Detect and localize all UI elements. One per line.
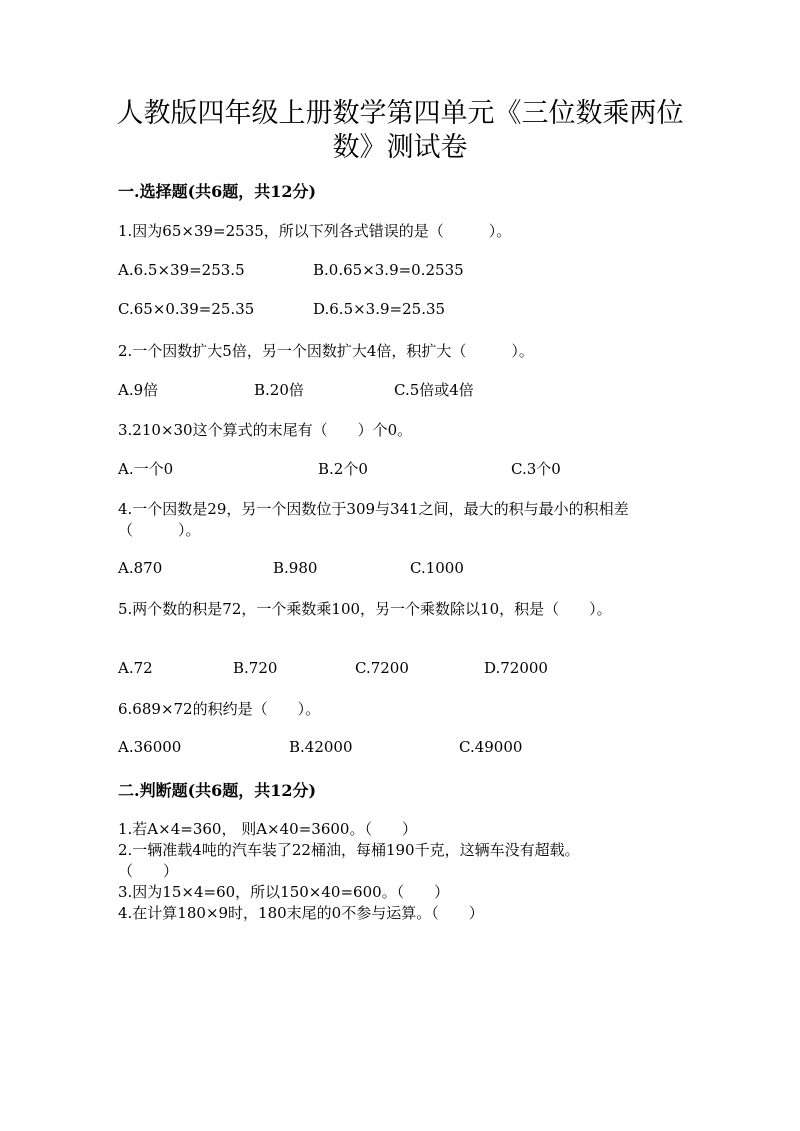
question-4-option-b: B.980: [273, 559, 318, 577]
question-2-option-b: B.20倍: [254, 381, 304, 399]
question-2-option-a: A.9倍: [118, 381, 159, 399]
title-line-2: 数》测试卷: [332, 132, 468, 163]
true-false-item-2-line-2: （ ）: [118, 862, 179, 880]
question-6-stem: 6.689×72的积约是（ ）。: [118, 700, 321, 718]
question-5-stem: 5.两个数的积是72，一个乘数乘100，另一个乘数除以10，积是（ ）。: [118, 600, 612, 618]
question-4-option-a: A.870: [118, 559, 163, 577]
question-3-option-c: C.3个0: [511, 460, 561, 478]
question-6-option-c: C.49000: [459, 738, 523, 756]
question-6-option-b: B.42000: [289, 738, 353, 756]
question-4-option-c: C.1000: [410, 559, 464, 577]
title-line-1: 人教版四年级上册数学第四单元《三位数乘两位: [116, 98, 684, 129]
true-false-item-2-line-1: 2.一辆准载4吨的汽车装了22桶油，每桶190千克，这辆车没有超载。: [118, 841, 580, 859]
question-2-stem: 2.一个因数扩大5倍，另一个因数扩大4倍，积扩大（ ）。: [118, 342, 534, 360]
question-3-stem: 3.210×30这个算式的末尾有（ ）个0。: [118, 421, 413, 439]
section-true-false-heading: 二.判断题(共6题，共12分): [118, 781, 317, 800]
section-choice-heading: 一.选择题(共6题，共12分): [118, 182, 317, 201]
question-2-option-c: C.5倍或4倍: [394, 381, 474, 399]
question-3-option-a: A.一个0: [118, 460, 174, 478]
true-false-item-1: 1.若A×4=360， 则A×40=3600。（ ）: [118, 820, 417, 838]
question-1-option-c: C.65×0.39=25.35: [118, 300, 255, 318]
question-1-option-b: B.0.65×3.9=0.2535: [313, 261, 464, 279]
question-1-stem: 1.因为65×39=2535，所以下列各式错误的是（ ）。: [118, 222, 512, 240]
question-1-option-d: D.6.5×3.9=25.35: [313, 300, 446, 318]
question-5-option-c: C.7200: [355, 659, 409, 677]
true-false-item-3: 3.因为15×4=60，所以150×40=600。（ ）: [118, 883, 450, 901]
question-5-option-d: D.72000: [484, 659, 548, 677]
question-5-option-b: B.720: [233, 659, 278, 677]
question-5-option-a: A.72: [118, 659, 153, 677]
question-3-option-b: B.2个0: [318, 460, 368, 478]
question-4-stem-line-2: （ ）。: [118, 521, 201, 539]
question-1-option-a: A.6.5×39=253.5: [118, 261, 245, 279]
question-4-stem-line-1: 4.一个因数是29，另一个因数位于309与341之间，最大的积与最小的积相差: [118, 500, 629, 518]
question-6-option-a: A.36000: [118, 738, 182, 756]
true-false-item-4: 4.在计算180×9时，180末尾的0不参与运算。（ ）: [118, 904, 484, 922]
